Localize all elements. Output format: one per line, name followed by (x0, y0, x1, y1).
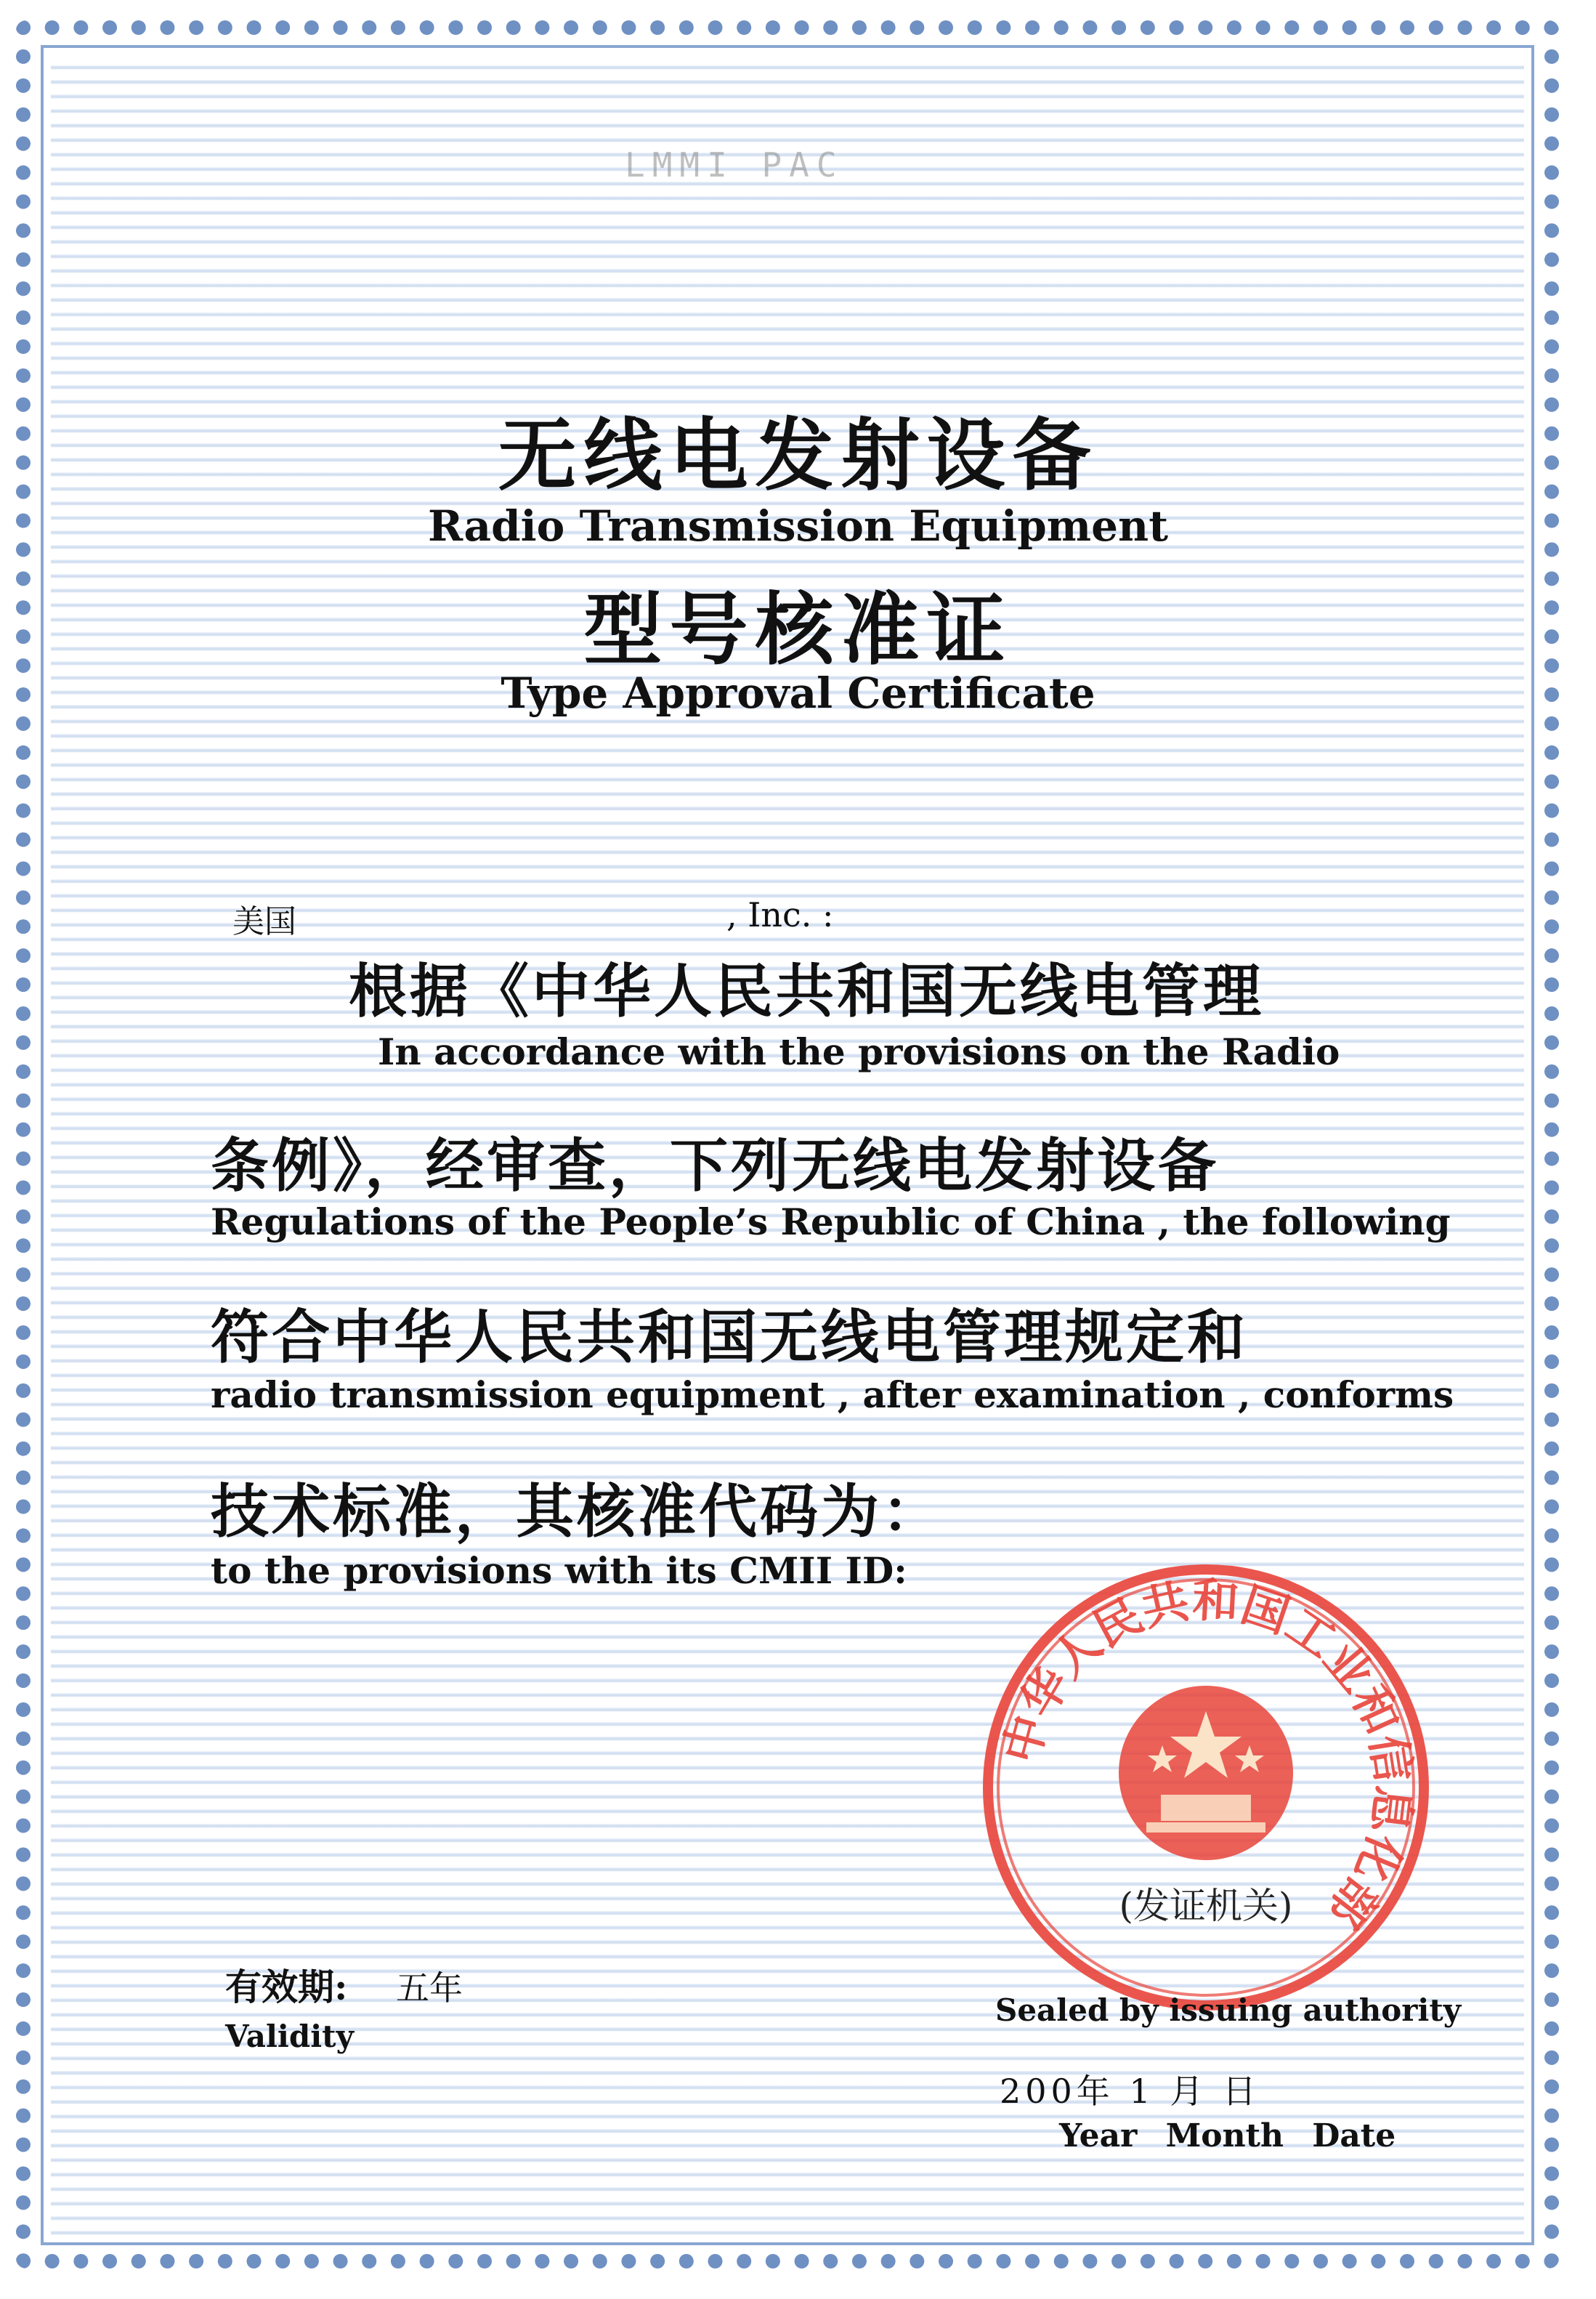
seal-issuer-label: (发证机关) (1119, 1885, 1293, 1927)
body-line-1-en: In accordance with the provisions on the Radio (378, 1030, 1340, 1073)
body-line-2-en: Regulations of the People’s Republic of China , the following (211, 1200, 1451, 1243)
serial-number: LMMI PAC (625, 145, 844, 185)
date-cn: 200年 1 月 日 (1000, 2072, 1260, 2111)
emblem-gate-icon (1161, 1795, 1251, 1821)
validity-value: 五年 (396, 1968, 463, 2008)
subtitle-chinese: 型号核准证 (583, 585, 1013, 676)
body-line-2-cn: 条例》，经审查，下列无线电发射设备 (211, 1131, 1219, 1200)
body-line-3-en: radio transmission equipment , after examination , conforms (211, 1373, 1454, 1416)
body-line-4-en: to the provisions with its CMII ID: (211, 1549, 907, 1592)
holder-country: 美国 (232, 903, 296, 940)
title-chinese: 无线电发射设备 (498, 411, 1098, 501)
title-english: Radio Transmission Equipment (427, 501, 1169, 551)
date-en: Year Month Date (1059, 2117, 1396, 2154)
subtitle-english: Type Approval Certificate (501, 668, 1095, 718)
emblem-base-icon (1146, 1822, 1265, 1833)
sealed-by-label: Sealed by issuing authority (995, 1992, 1462, 2028)
body-line-1-cn: 根据《中华人民共和国无线电管理 (349, 957, 1264, 1025)
validity-label-en: Validity (225, 2019, 354, 2054)
body-line-3-cn: 符合中华人民共和国无线电管理规定和 (211, 1303, 1248, 1371)
validity-label-cn: 有效期: (225, 1965, 348, 2008)
seal-ring-textpath: 中华人民共和国工业和信息化部 (993, 1572, 1421, 1937)
body-line-4-cn: 技术标准，其核准代码为： (211, 1477, 943, 1546)
holder-company-suffix: , Inc. : (726, 895, 834, 934)
official-seal (973, 1555, 1438, 2020)
